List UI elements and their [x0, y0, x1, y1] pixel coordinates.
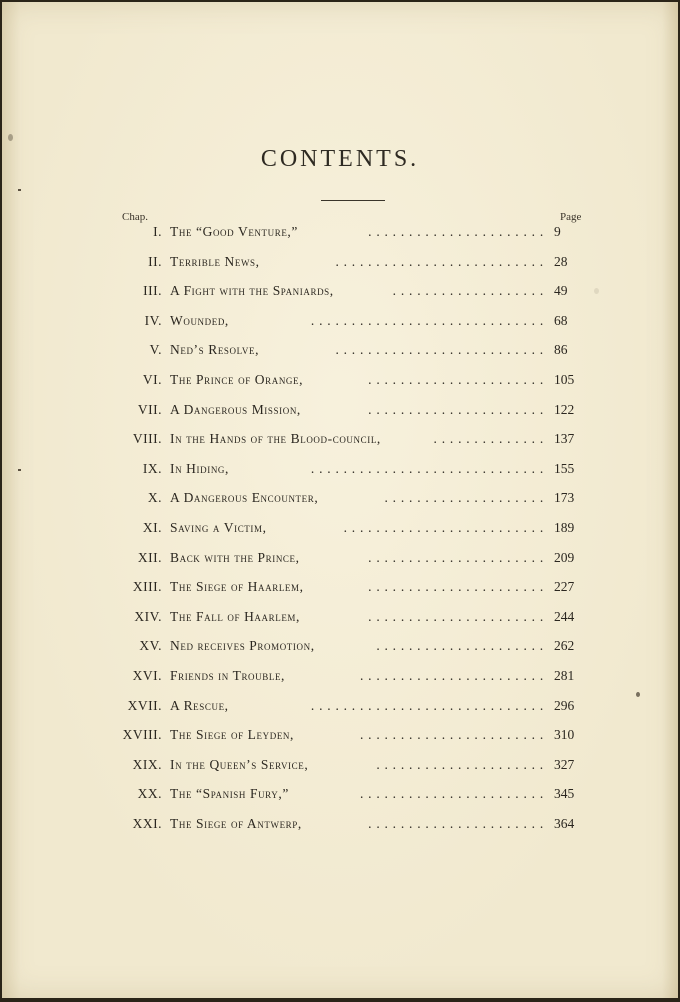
chapter-page-number: 345	[554, 786, 575, 801]
chapter-title: A Dangerous Encounter,	[170, 490, 319, 505]
leader-dots: ..........................	[335, 342, 548, 357]
toc-row	[2, 281, 678, 301]
toc-row	[2, 459, 678, 479]
chapter-title: Friends in Trouble,	[170, 668, 286, 683]
chapter-number: XV.	[139, 638, 162, 653]
leader-dots: .............................	[310, 313, 548, 328]
chapter-number: IV.	[144, 313, 162, 328]
toc-row	[2, 784, 678, 804]
page-title: CONTENTS.	[260, 146, 420, 172]
chapter-page-number: 105	[554, 372, 575, 387]
title-rule	[321, 200, 385, 201]
chapter-title: The Siege of Antwerp,	[170, 816, 302, 831]
chapter-page-number: 122	[554, 402, 575, 417]
chapter-page-number: 244	[554, 609, 575, 624]
chapter-number: X.	[147, 490, 162, 505]
page-column-header: Page	[560, 211, 582, 223]
leader-dots: ....................	[384, 490, 548, 505]
toc-row	[2, 666, 678, 686]
chapter-number: II.	[148, 254, 162, 269]
chapter-page-number: 209	[554, 550, 575, 565]
leader-dots: .........................	[343, 520, 548, 535]
leader-dots: .............................	[310, 698, 548, 713]
chapter-title: A Dangerous Mission,	[170, 402, 301, 417]
leader-dots: ......................	[368, 609, 548, 624]
toc-row	[2, 755, 678, 775]
chapter-number: VIII.	[132, 431, 162, 446]
toc-row	[2, 577, 678, 597]
leader-dots: ......................	[368, 224, 548, 239]
toc-row	[2, 607, 678, 627]
chapter-number: III.	[143, 283, 162, 298]
chapter-number: XVIII.	[122, 727, 162, 742]
chapter-title: Ned’s Resolve,	[170, 342, 260, 357]
chapter-column-header: Chap.	[122, 211, 148, 223]
leader-dots: ......................	[368, 402, 548, 417]
chapter-page-number: 327	[554, 757, 575, 772]
leader-dots: ......................	[368, 550, 548, 565]
toc-row	[2, 636, 678, 656]
paper-speck	[8, 134, 13, 141]
chapter-number: XI.	[142, 520, 162, 535]
toc-row	[2, 252, 678, 272]
toc-row	[2, 340, 678, 360]
chapter-title: A Rescue,	[170, 698, 229, 713]
chapter-page-number: 86	[554, 342, 568, 357]
chapter-title: The Siege of Haarlem,	[170, 579, 304, 594]
toc-row	[2, 725, 678, 745]
page-mark	[18, 189, 21, 191]
chapter-number: XIX.	[132, 757, 162, 772]
chapter-page-number: 173	[554, 490, 575, 505]
chapter-number: I.	[153, 224, 162, 239]
chapter-title: Saving a Victim,	[170, 520, 267, 535]
chapter-title: In Hiding,	[170, 461, 229, 476]
chapter-number: XVI.	[132, 668, 162, 683]
toc-row	[2, 696, 678, 716]
chapter-number: XIV.	[134, 609, 162, 624]
chapter-page-number: 9	[554, 224, 561, 239]
leader-dots: ..........................	[335, 254, 548, 269]
book-page	[2, 2, 678, 998]
toc-row	[2, 370, 678, 390]
chapter-page-number: 281	[554, 668, 575, 683]
chapter-number: V.	[149, 342, 162, 357]
toc-row	[2, 400, 678, 420]
chapter-page-number: 28	[554, 254, 568, 269]
chapter-page-number: 137	[554, 431, 575, 446]
leader-dots: .......................	[359, 727, 548, 742]
leader-dots: ......................	[368, 372, 548, 387]
leader-dots: ......................	[368, 816, 548, 831]
chapter-page-number: 227	[554, 579, 575, 594]
toc-row	[2, 548, 678, 568]
chapter-number: XIII.	[132, 579, 162, 594]
chapter-page-number: 364	[554, 816, 575, 831]
chapter-number: IX.	[142, 461, 162, 476]
chapter-page-number: 155	[554, 461, 575, 476]
leader-dots: ...................	[392, 283, 548, 298]
leader-dots: ......................	[368, 579, 548, 594]
chapter-title: The Fall of Haarlem,	[170, 609, 300, 624]
toc-row	[2, 222, 678, 242]
toc-row	[2, 488, 678, 508]
chapter-title: A Fight with the Spaniards,	[170, 283, 334, 298]
chapter-page-number: 310	[554, 727, 575, 742]
leader-dots: .....................	[376, 638, 548, 653]
chapter-title: In the Hands of the Blood-council,	[170, 431, 381, 446]
chapter-title: In the Queen’s Service,	[170, 757, 309, 772]
toc-row	[2, 518, 678, 538]
chapter-number: XII.	[137, 550, 162, 565]
chapter-number: VII.	[137, 402, 162, 417]
leader-dots: .............................	[310, 461, 548, 476]
leader-dots: .....................	[376, 757, 548, 772]
chapter-page-number: 189	[554, 520, 575, 535]
leader-dots: .......................	[359, 786, 548, 801]
toc-row	[2, 814, 678, 834]
toc-row	[2, 311, 678, 331]
chapter-title: The Siege of Leyden,	[170, 727, 294, 742]
chapter-title: The Prince of Orange,	[170, 372, 304, 387]
chapter-page-number: 68	[554, 313, 568, 328]
chapter-number: XVII.	[127, 698, 162, 713]
chapter-title: The “Spanish Fury,”	[170, 786, 289, 801]
chapter-number: VI.	[142, 372, 162, 387]
chapter-title: Ned receives Promotion,	[170, 638, 315, 653]
leader-dots: ..............	[433, 431, 548, 446]
toc-row	[2, 429, 678, 449]
chapter-page-number: 296	[554, 698, 575, 713]
leader-dots: .......................	[359, 668, 548, 683]
chapter-number: XXI.	[132, 816, 162, 831]
chapter-page-number: 49	[554, 283, 568, 298]
chapter-title: The “Good Venture,”	[170, 224, 298, 239]
chapter-number: XX.	[137, 786, 162, 801]
chapter-page-number: 262	[554, 638, 575, 653]
chapter-title: Wounded,	[170, 313, 229, 328]
chapter-title: Back with the Prince,	[170, 550, 300, 565]
chapter-title: Terrible News,	[170, 254, 260, 269]
